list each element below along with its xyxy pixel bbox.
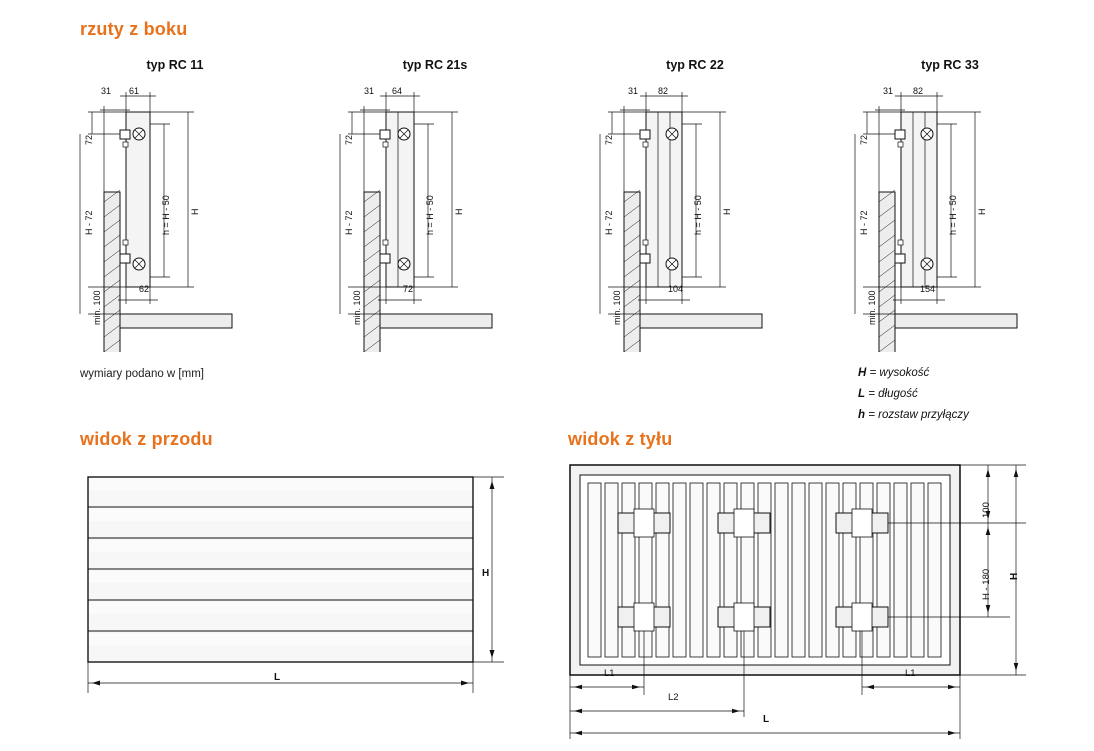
rc22-dim-height-left: H - 72 xyxy=(604,210,614,235)
rear-view-l1-right: L1 xyxy=(905,668,916,679)
rc33-dim-depth-top: 82 xyxy=(913,86,924,96)
rc21s-dim-total-height: H xyxy=(454,208,464,215)
legend-height-symbol: H xyxy=(858,367,867,379)
rc21s-dim-bottom-width: 72 xyxy=(403,284,414,294)
side-view-rc33-title: typ RC 33 xyxy=(921,58,979,72)
rc21s-dim-wall-offset: 31 xyxy=(364,86,375,96)
legend-height-text: = wysokość xyxy=(869,367,930,379)
rc21s-dim-floor-gap: min. 100 xyxy=(352,290,362,325)
front-view-height-label: H xyxy=(482,568,490,579)
side-view-rc11-title: typ RC 11 xyxy=(146,58,204,72)
rc22-dim-floor-gap: min. 100 xyxy=(612,290,622,325)
side-view-rc33 xyxy=(835,58,1065,72)
rc11-dim-height-left: H - 72 xyxy=(84,210,94,235)
rc22-dim-depth-top: 82 xyxy=(658,86,669,96)
rear-view-dim-mid: H - 180 xyxy=(981,568,992,600)
legend-length-symbol: L xyxy=(858,388,866,400)
front-view-section-title: widok z przodu xyxy=(80,429,213,449)
side-view-rc22 xyxy=(580,58,810,72)
legend-length-text: = długość xyxy=(868,388,918,400)
rear-view-l2: L2 xyxy=(668,692,679,703)
side-views-section-title: rzuty z boku xyxy=(80,19,188,39)
rc22-dim-bottom-width: 104 xyxy=(668,284,684,294)
rc21s-dim-depth-top: 64 xyxy=(392,86,403,96)
rc33-dim-bottom-width: 154 xyxy=(920,284,936,294)
rc33-dim-top-gap: 72 xyxy=(859,134,869,145)
side-view-rc22-title: typ RC 22 xyxy=(666,58,724,72)
rc11-dim-bottom-width: 62 xyxy=(139,284,150,294)
rc22-dim-total-height: H xyxy=(722,208,732,215)
rc22-dim-inner-height: h = H - 50 xyxy=(693,195,703,235)
rc11-dim-depth-top: 61 xyxy=(129,86,140,96)
rc21s-dim-height-left: H - 72 xyxy=(344,210,354,235)
legend-connection-spacing xyxy=(858,409,969,421)
rc33-dim-total-height: H xyxy=(977,208,987,215)
legend-length xyxy=(858,388,918,400)
side-view-rc11 xyxy=(60,58,290,72)
rear-view-drawing xyxy=(548,455,1068,745)
rc33-dim-height-left: H - 72 xyxy=(859,210,869,235)
rc21s-dim-inner-height: h = H - 50 xyxy=(425,195,435,235)
rear-view-l: L xyxy=(763,714,770,725)
side-view-rc21s-title: typ RC 21s xyxy=(402,58,468,72)
legend-connection-spacing-text: = rozstaw przyłączy xyxy=(868,409,969,421)
rear-view-section-title: widok z tyłu xyxy=(568,429,673,449)
rc11-dim-wall-offset: 31 xyxy=(101,86,112,96)
rc33-dim-wall-offset: 31 xyxy=(883,86,894,96)
rc22-dim-top-gap: 72 xyxy=(604,134,614,145)
rc33-dim-floor-gap: min. 100 xyxy=(867,290,877,325)
legend-height xyxy=(858,367,929,379)
rear-view-dim-top: 100 xyxy=(981,502,992,518)
units-note: wymiary podano w [mm] xyxy=(80,368,204,380)
rear-view-l1-left: L1 xyxy=(604,668,615,679)
side-view-rc21s xyxy=(320,58,550,72)
rc11-dim-floor-gap: min. 100 xyxy=(92,290,102,325)
rc22-dim-wall-offset: 31 xyxy=(628,86,639,96)
rc33-dim-inner-height: h = H - 50 xyxy=(948,195,958,235)
front-view-length-label: L xyxy=(274,672,281,683)
rc11-dim-inner-height: h = H - 50 xyxy=(161,195,171,235)
rc11-dim-top-gap: 72 xyxy=(84,134,94,145)
rc11-dim-total-height: H xyxy=(190,208,200,215)
rear-view-height-label: H xyxy=(1009,572,1020,580)
front-view-drawing xyxy=(60,455,520,735)
rc21s-dim-top-gap: 72 xyxy=(344,134,354,145)
legend-connection-spacing-symbol: h xyxy=(858,409,866,421)
